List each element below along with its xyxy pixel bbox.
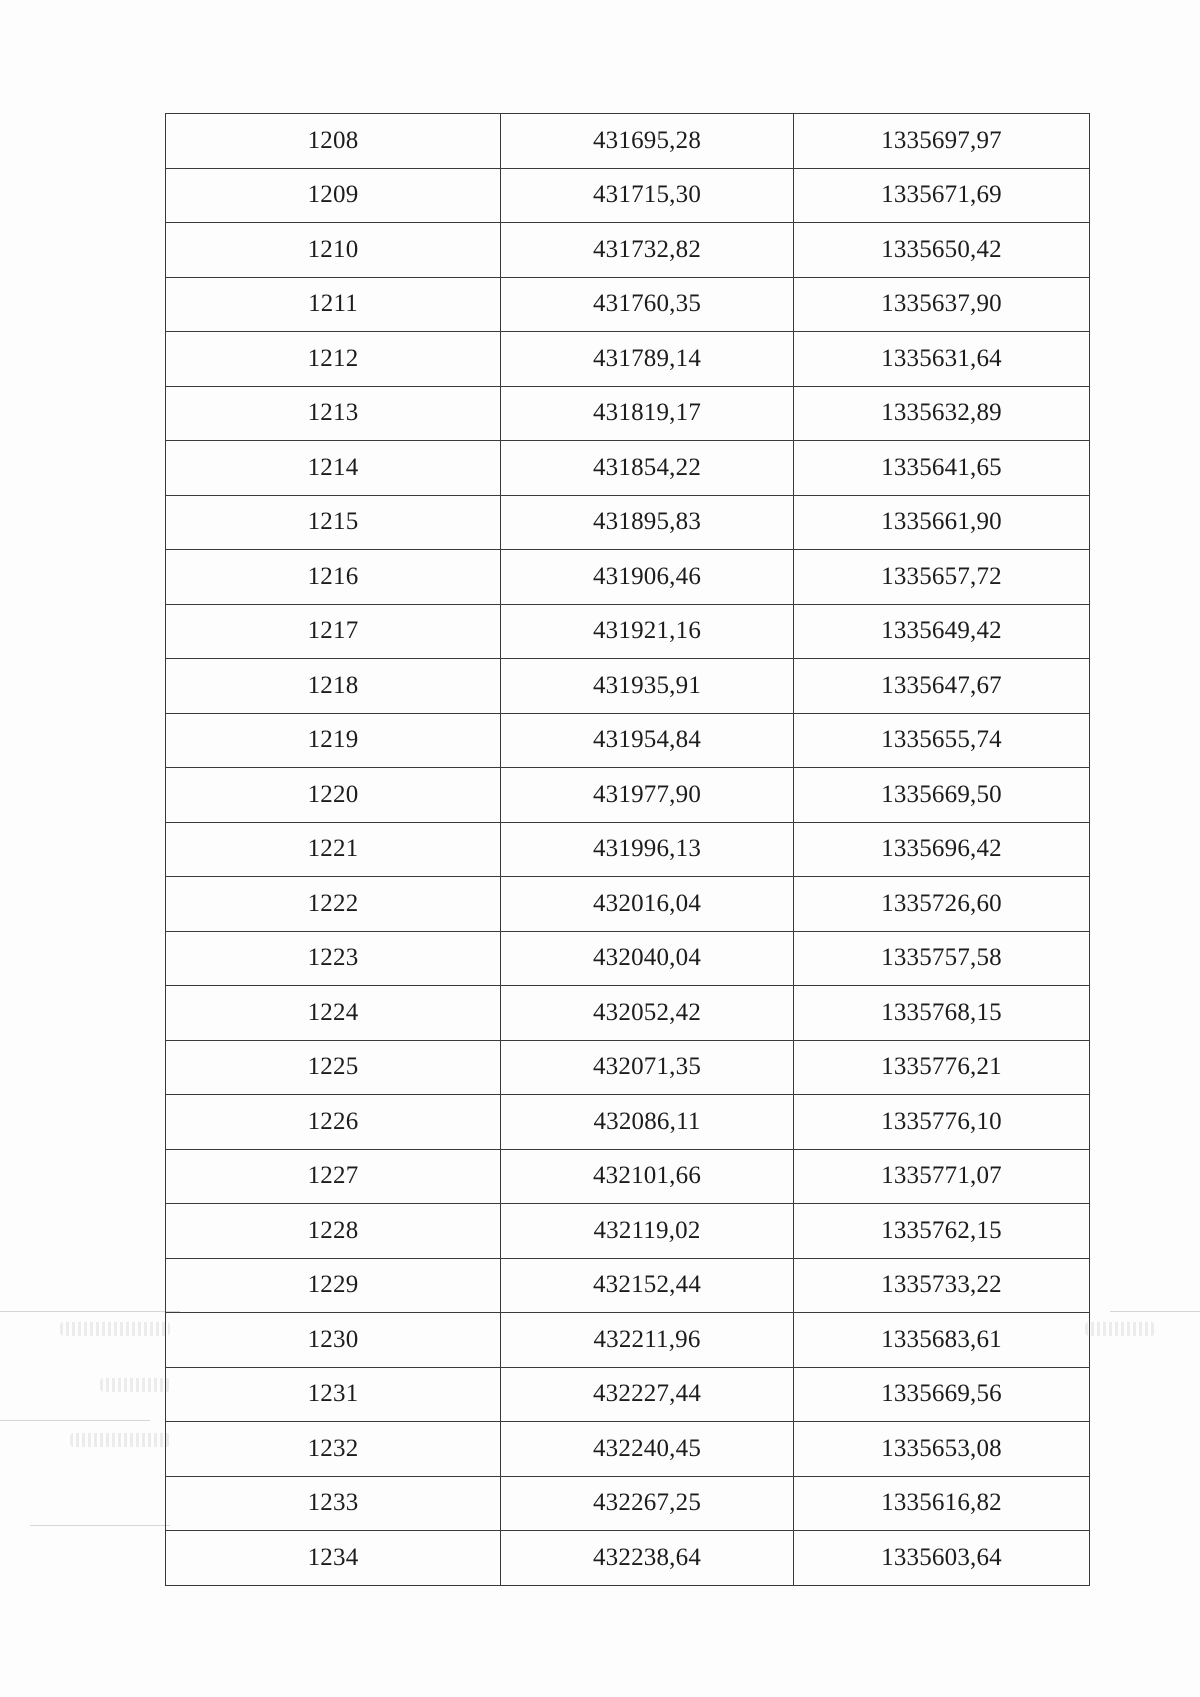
point-number-cell: 1218 xyxy=(166,659,501,714)
coordinates-table xyxy=(165,113,1090,1586)
table-row xyxy=(166,168,1090,223)
y-coordinate-cell: 1335632,89 xyxy=(794,386,1090,441)
point-number-cell: 1229 xyxy=(166,1258,501,1313)
x-coordinate-cell: 432227,44 xyxy=(501,1367,794,1422)
y-coordinate-cell: 1335757,58 xyxy=(794,931,1090,986)
scan-line xyxy=(30,1525,170,1526)
scan-smudge xyxy=(100,1378,170,1392)
point-number-cell: 1232 xyxy=(166,1422,501,1477)
point-number-cell: 1234 xyxy=(166,1531,501,1586)
x-coordinate-cell: 432152,44 xyxy=(501,1258,794,1313)
y-coordinate-cell: 1335683,61 xyxy=(794,1313,1090,1368)
table-row xyxy=(166,713,1090,768)
x-coordinate-cell: 432211,96 xyxy=(501,1313,794,1368)
x-coordinate-cell: 432101,66 xyxy=(501,1149,794,1204)
y-coordinate-cell: 1335697,97 xyxy=(794,114,1090,169)
table-row xyxy=(166,223,1090,278)
y-coordinate-cell: 1335768,15 xyxy=(794,986,1090,1041)
scan-line xyxy=(1110,1311,1200,1312)
point-number-cell: 1215 xyxy=(166,495,501,550)
x-coordinate-cell: 431715,30 xyxy=(501,168,794,223)
point-number-cell: 1224 xyxy=(166,986,501,1041)
table-row xyxy=(166,441,1090,496)
x-coordinate-cell: 432052,42 xyxy=(501,986,794,1041)
point-number-cell: 1231 xyxy=(166,1367,501,1422)
y-coordinate-cell: 1335657,72 xyxy=(794,550,1090,605)
x-coordinate-cell: 431695,28 xyxy=(501,114,794,169)
table-row xyxy=(166,822,1090,877)
table-row xyxy=(166,1422,1090,1477)
x-coordinate-cell: 431996,13 xyxy=(501,822,794,877)
point-number-cell: 1212 xyxy=(166,332,501,387)
table-row xyxy=(166,1204,1090,1259)
table-row xyxy=(166,768,1090,823)
x-coordinate-cell: 431954,84 xyxy=(501,713,794,768)
x-coordinate-cell: 431732,82 xyxy=(501,223,794,278)
x-coordinate-cell: 431977,90 xyxy=(501,768,794,823)
table-row xyxy=(166,277,1090,332)
table-row xyxy=(166,659,1090,714)
x-coordinate-cell: 431789,14 xyxy=(501,332,794,387)
y-coordinate-cell: 1335616,82 xyxy=(794,1476,1090,1531)
point-number-cell: 1227 xyxy=(166,1149,501,1204)
table-row xyxy=(166,986,1090,1041)
x-coordinate-cell: 432071,35 xyxy=(501,1040,794,1095)
table-row xyxy=(166,386,1090,441)
point-number-cell: 1222 xyxy=(166,877,501,932)
scan-line xyxy=(0,1420,150,1421)
point-number-cell: 1216 xyxy=(166,550,501,605)
point-number-cell: 1211 xyxy=(166,277,501,332)
table-row xyxy=(166,1367,1090,1422)
table-row xyxy=(166,550,1090,605)
table-row xyxy=(166,1095,1090,1150)
y-coordinate-cell: 1335661,90 xyxy=(794,495,1090,550)
y-coordinate-cell: 1335696,42 xyxy=(794,822,1090,877)
y-coordinate-cell: 1335776,10 xyxy=(794,1095,1090,1150)
x-coordinate-cell: 432238,64 xyxy=(501,1531,794,1586)
y-coordinate-cell: 1335655,74 xyxy=(794,713,1090,768)
table-row xyxy=(166,1476,1090,1531)
table-row xyxy=(166,604,1090,659)
point-number-cell: 1233 xyxy=(166,1476,501,1531)
point-number-cell: 1209 xyxy=(166,168,501,223)
table-row xyxy=(166,877,1090,932)
y-coordinate-cell: 1335650,42 xyxy=(794,223,1090,278)
point-number-cell: 1208 xyxy=(166,114,501,169)
y-coordinate-cell: 1335726,60 xyxy=(794,877,1090,932)
table-row xyxy=(166,1149,1090,1204)
table-row xyxy=(166,1040,1090,1095)
y-coordinate-cell: 1335776,21 xyxy=(794,1040,1090,1095)
y-coordinate-cell: 1335653,08 xyxy=(794,1422,1090,1477)
table-row xyxy=(166,1258,1090,1313)
x-coordinate-cell: 432240,45 xyxy=(501,1422,794,1477)
y-coordinate-cell: 1335631,64 xyxy=(794,332,1090,387)
y-coordinate-cell: 1335671,69 xyxy=(794,168,1090,223)
point-number-cell: 1226 xyxy=(166,1095,501,1150)
point-number-cell: 1220 xyxy=(166,768,501,823)
x-coordinate-cell: 432040,04 xyxy=(501,931,794,986)
x-coordinate-cell: 432267,25 xyxy=(501,1476,794,1531)
y-coordinate-cell: 1335669,56 xyxy=(794,1367,1090,1422)
x-coordinate-cell: 431921,16 xyxy=(501,604,794,659)
table-row xyxy=(166,495,1090,550)
y-coordinate-cell: 1335762,15 xyxy=(794,1204,1090,1259)
y-coordinate-cell: 1335603,64 xyxy=(794,1531,1090,1586)
point-number-cell: 1213 xyxy=(166,386,501,441)
x-coordinate-cell: 432016,04 xyxy=(501,877,794,932)
scan-line xyxy=(0,1311,180,1312)
table-row xyxy=(166,931,1090,986)
table-row xyxy=(166,332,1090,387)
point-number-cell: 1219 xyxy=(166,713,501,768)
y-coordinate-cell: 1335641,65 xyxy=(794,441,1090,496)
x-coordinate-cell: 431935,91 xyxy=(501,659,794,714)
point-number-cell: 1230 xyxy=(166,1313,501,1368)
x-coordinate-cell: 432086,11 xyxy=(501,1095,794,1150)
point-number-cell: 1217 xyxy=(166,604,501,659)
y-coordinate-cell: 1335771,07 xyxy=(794,1149,1090,1204)
point-number-cell: 1221 xyxy=(166,822,501,877)
point-number-cell: 1228 xyxy=(166,1204,501,1259)
x-coordinate-cell: 431895,83 xyxy=(501,495,794,550)
table-row xyxy=(166,1531,1090,1586)
y-coordinate-cell: 1335733,22 xyxy=(794,1258,1090,1313)
table-row xyxy=(166,114,1090,169)
point-number-cell: 1225 xyxy=(166,1040,501,1095)
x-coordinate-cell: 431906,46 xyxy=(501,550,794,605)
point-number-cell: 1210 xyxy=(166,223,501,278)
y-coordinate-cell: 1335649,42 xyxy=(794,604,1090,659)
x-coordinate-cell: 431854,22 xyxy=(501,441,794,496)
scan-smudge xyxy=(60,1322,170,1336)
table-row xyxy=(166,1313,1090,1368)
x-coordinate-cell: 431760,35 xyxy=(501,277,794,332)
coordinates-table-body xyxy=(166,114,1090,1586)
x-coordinate-cell: 432119,02 xyxy=(501,1204,794,1259)
scan-smudge xyxy=(1085,1322,1155,1336)
x-coordinate-cell: 431819,17 xyxy=(501,386,794,441)
y-coordinate-cell: 1335669,50 xyxy=(794,768,1090,823)
y-coordinate-cell: 1335647,67 xyxy=(794,659,1090,714)
scan-smudge xyxy=(70,1433,170,1447)
y-coordinate-cell: 1335637,90 xyxy=(794,277,1090,332)
point-number-cell: 1214 xyxy=(166,441,501,496)
point-number-cell: 1223 xyxy=(166,931,501,986)
